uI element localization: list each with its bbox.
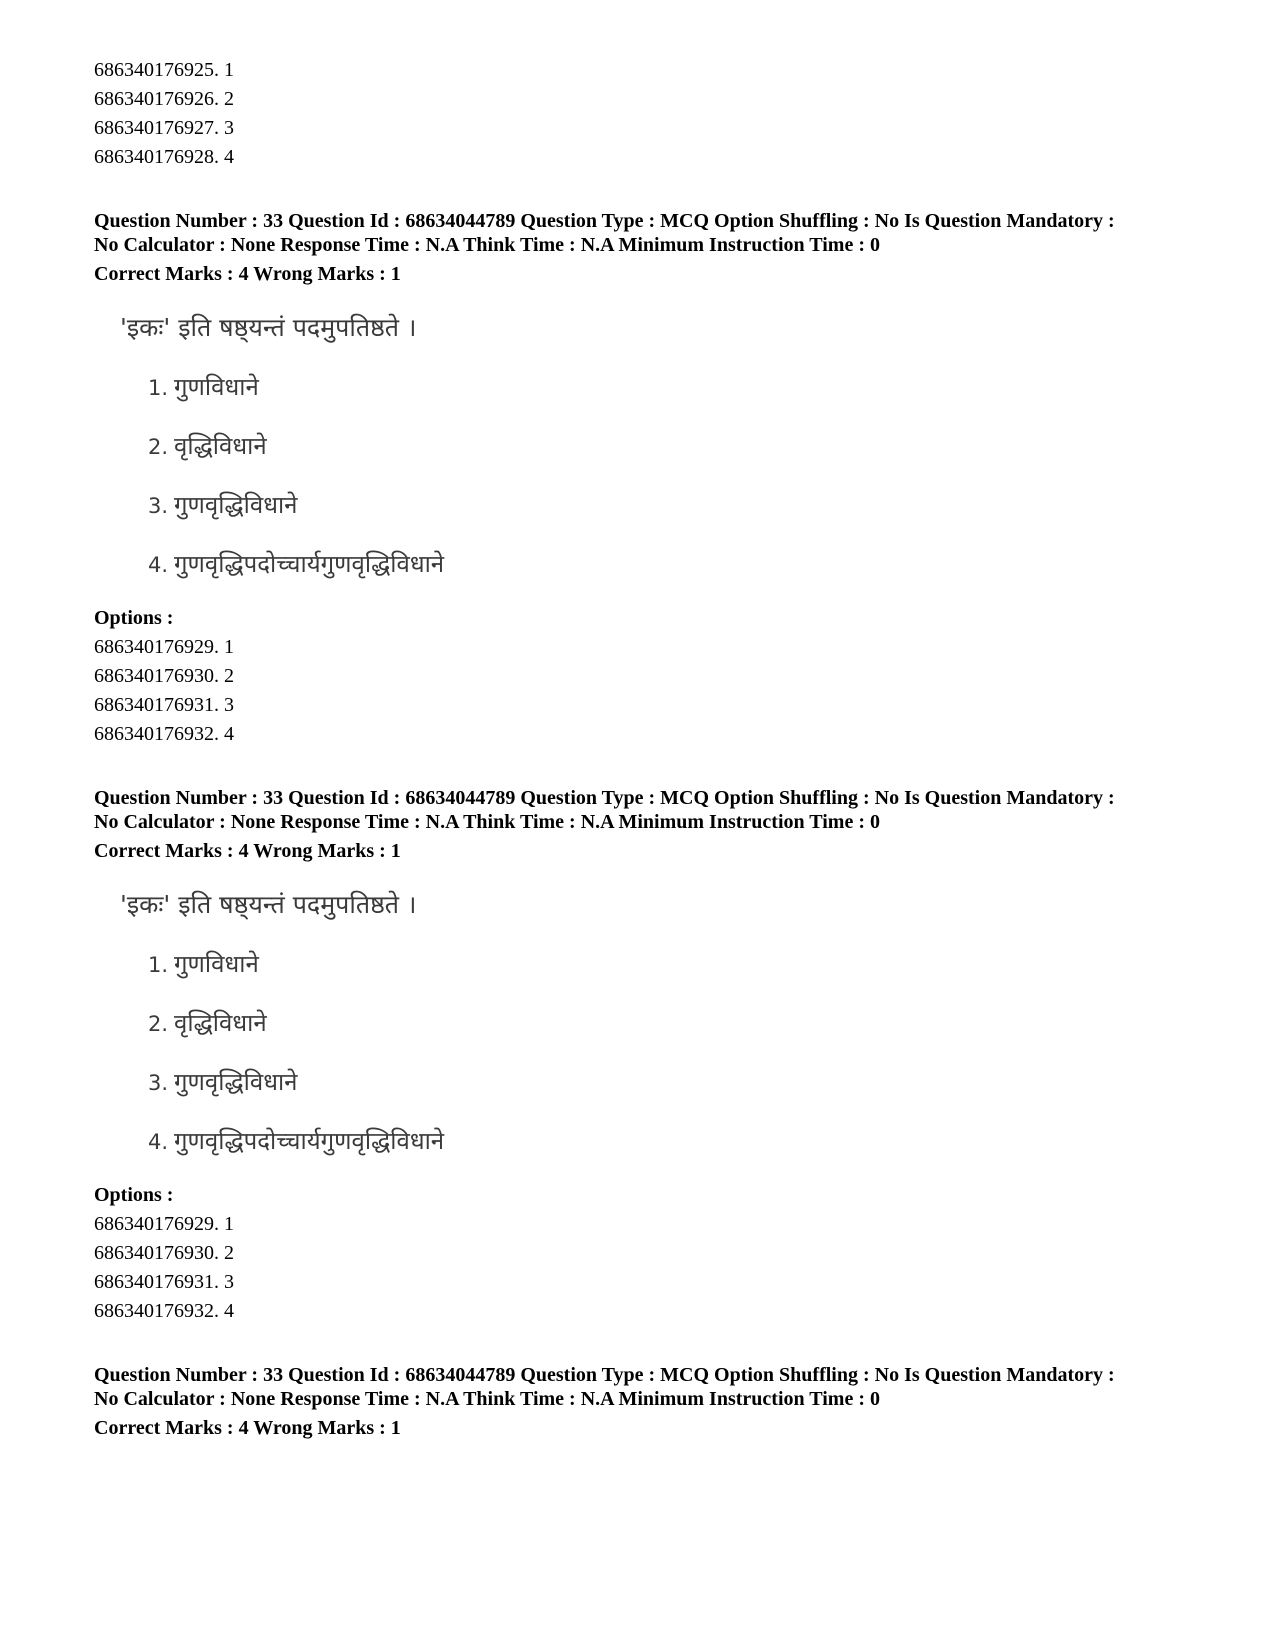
choice-number: 2. [148, 1012, 169, 1036]
choice-number: 3. [148, 1071, 169, 1095]
question-marks: Correct Marks : 4 Wrong Marks : 1 [94, 840, 401, 862]
answer-choice [148, 365, 1214, 409]
answer-choice [148, 1060, 1214, 1104]
answer-choice [148, 1001, 1214, 1045]
question-stem: 'इकः' इति षष्ठ्यन्तं पदमुपतिष्ठते । [120, 890, 417, 919]
choice-text: गुणवृद्धिपदोच्चार्यगुणवृद्धिविधाने [174, 1127, 445, 1155]
question-image-content [120, 883, 1214, 1163]
choice-text: गुणवृद्धिपदोच्चार्यगुणवृद्धिविधाने [174, 550, 445, 578]
option-line: 686340176931. 3 [94, 1271, 234, 1293]
option-line: 686340176928. 4 [94, 146, 234, 168]
option-line: 686340176929. 1 [94, 636, 234, 658]
option-line: 686340176930. 2 [94, 1242, 234, 1264]
choice-text: गुणवृद्धिविधाने [174, 1068, 298, 1096]
question-meta-line-1: Question Number : 33 Question Id : 68634044789 Question Type : MCQ Option Shuffling : No Is Question Mandatory : [94, 787, 1115, 809]
choice-number: 1. [148, 953, 169, 977]
question-block-1 [94, 209, 1214, 749]
answer-choice [148, 942, 1214, 986]
choice-text: गुणवृद्धिविधाने [174, 491, 298, 519]
option-line: 686340176930. 2 [94, 665, 234, 687]
option-line: 686340176926. 2 [94, 88, 234, 110]
question-meta-line-2: No Calculator : None Response Time : N.A Think Time : N.A Minimum Instruction Time : 0 [94, 234, 880, 256]
answer-choice [148, 1119, 1214, 1163]
answer-choice [148, 424, 1214, 468]
question-block-2 [94, 786, 1214, 1326]
document-page [94, 56, 1214, 1440]
choice-text: वृद्धिविधाने [174, 432, 267, 460]
options-list [94, 633, 1214, 749]
choice-number: 4. [148, 1130, 169, 1154]
question-marks: Correct Marks : 4 Wrong Marks : 1 [94, 1417, 401, 1439]
choice-number: 2. [148, 435, 169, 459]
option-line: 686340176927. 3 [94, 117, 234, 139]
option-line: 686340176925. 1 [94, 59, 234, 81]
option-line: 686340176932. 4 [94, 723, 234, 745]
question-block-3 [94, 1363, 1214, 1440]
question-meta-line-1: Question Number : 33 Question Id : 68634044789 Question Type : MCQ Option Shuffling : No Is Question Mandatory : [94, 1364, 1115, 1386]
question-marks: Correct Marks : 4 Wrong Marks : 1 [94, 263, 401, 285]
option-line: 686340176929. 1 [94, 1213, 234, 1235]
question-image-content [120, 306, 1214, 586]
choice-number: 1. [148, 376, 169, 400]
question-stem: 'इकः' इति षष्ठ्यन्तं पदमुपतिष्ठते । [120, 313, 417, 342]
option-line: 686340176931. 3 [94, 694, 234, 716]
answer-choice [148, 483, 1214, 527]
answer-choice [148, 542, 1214, 586]
option-line: 686340176932. 4 [94, 1300, 234, 1322]
options-list [94, 1210, 1214, 1326]
options-label: Options : [94, 1184, 174, 1206]
choice-number: 3. [148, 494, 169, 518]
question-meta-line-2: No Calculator : None Response Time : N.A Think Time : N.A Minimum Instruction Time : 0 [94, 811, 880, 833]
choice-number: 4. [148, 553, 169, 577]
options-label: Options : [94, 607, 174, 629]
question-meta-line-2: No Calculator : None Response Time : N.A Think Time : N.A Minimum Instruction Time : 0 [94, 1388, 880, 1410]
choice-text: वृद्धिविधाने [174, 1009, 267, 1037]
choice-text: गुणविधाने [174, 950, 259, 978]
previous-options-list [94, 56, 1214, 172]
choice-text: गुणविधाने [174, 373, 259, 401]
question-meta-line-1: Question Number : 33 Question Id : 68634044789 Question Type : MCQ Option Shuffling : No Is Question Mandatory : [94, 210, 1115, 232]
